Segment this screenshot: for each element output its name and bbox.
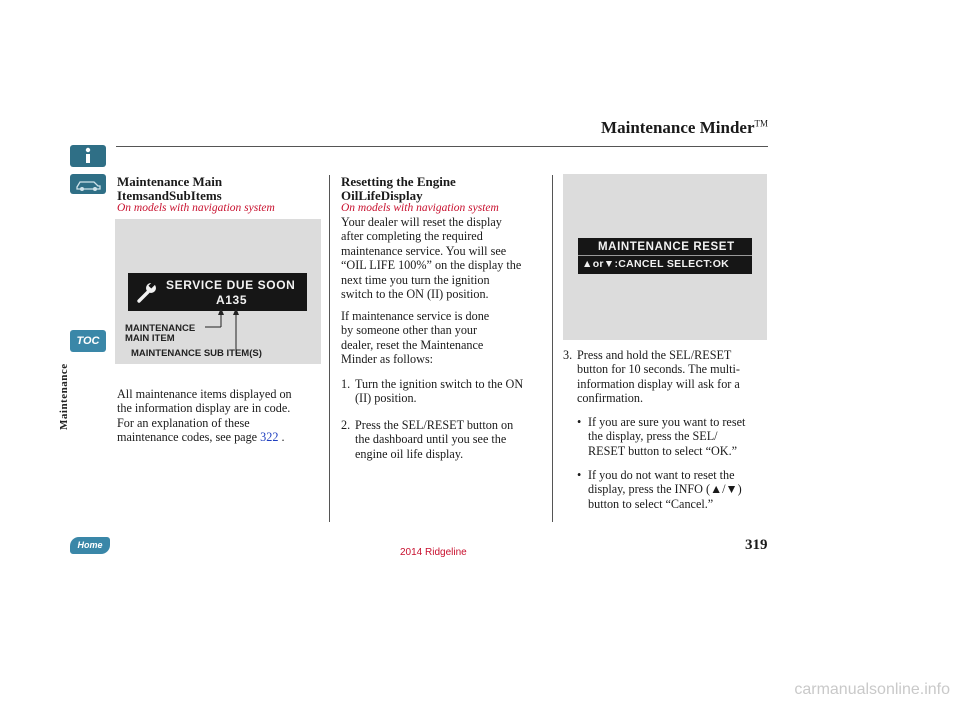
car-icon	[70, 174, 106, 194]
info-nav-button[interactable]	[70, 145, 106, 167]
section-heading-reset: Resetting the Engine OilLifeDisplay	[341, 174, 456, 203]
home-nav-button[interactable]	[70, 537, 110, 554]
callout-main-item: MAINTENANCE MAIN ITEM	[125, 323, 196, 344]
header-divider	[116, 146, 768, 147]
model-note: On models with navigation system	[341, 202, 499, 214]
toc-nav-button[interactable]	[70, 330, 106, 352]
page-number: 319	[745, 537, 768, 553]
vehicle-nav-button[interactable]	[70, 174, 106, 194]
reset-intro-paragraph: Your dealer will reset the display after completing the required maintenance service. You will see “OIL LIFE 100%” on the display the next time you turn the ignition switch to the ON (II) position.	[341, 215, 522, 302]
model-note: On models with navigation system	[117, 202, 275, 214]
home-label: Home	[77, 540, 103, 550]
service-due-display-figure	[115, 219, 321, 364]
page-title: Maintenance Minder™	[601, 118, 768, 137]
section-heading-main-items: Maintenance Main ItemsandSubItems	[117, 174, 223, 203]
column-divider	[552, 175, 553, 522]
watermark: carmanualsonline.info	[794, 681, 950, 698]
lcd-line-2: ▲or▼:CANCEL SELECT:OK	[582, 258, 730, 270]
maintenance-reset-lcd	[578, 238, 752, 274]
callout-sub-items: MAINTENANCE SUB ITEM(S)	[131, 348, 262, 359]
lcd-separator	[578, 255, 752, 256]
info-icon	[70, 145, 106, 167]
toc-label: TOC	[76, 335, 100, 347]
footer-model-label: 2014 Ridgeline	[400, 547, 467, 558]
page-ref-link[interactable]: 322	[260, 430, 279, 445]
section-side-label: Maintenance	[58, 363, 70, 430]
lcd-line-1: SERVICE DUE SOON	[166, 278, 296, 292]
lcd-line-2: A135	[216, 293, 248, 307]
lcd-line-1: MAINTENANCE RESET	[598, 241, 735, 253]
trademark-mark: TM	[754, 118, 768, 129]
reset-self-paragraph: If maintenance service is done by someone other than your dealer, reset the Maintenance Minder as follows:	[341, 309, 490, 367]
main-items-body: All maintenance items displayed on the information display are in code. For an explanation of these maintenance codes, see page 322 .	[117, 387, 292, 445]
column-divider	[329, 175, 330, 522]
maintenance-reset-display-figure	[563, 174, 767, 340]
